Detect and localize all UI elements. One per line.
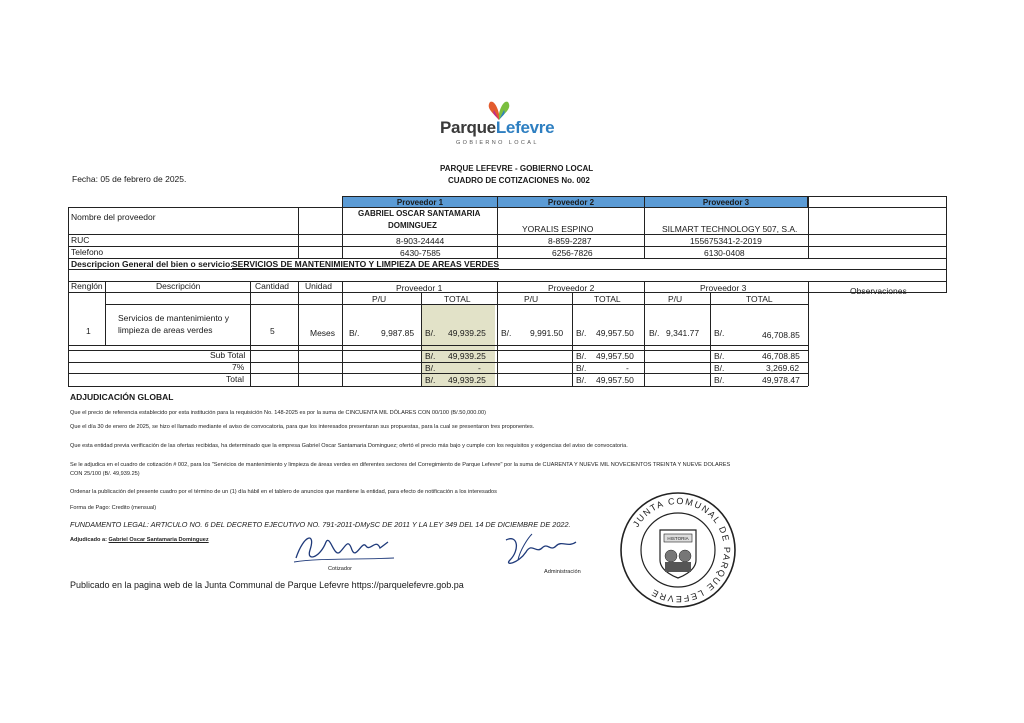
p1-pu-currency: B/. <box>349 328 360 338</box>
seal-inner-text: HISTORIA <box>667 536 689 541</box>
row-unidad: Meses <box>310 328 336 338</box>
row-cantidad: 5 <box>270 326 275 336</box>
p1-tax-currency: B/. <box>425 363 436 373</box>
p1-tax: - <box>478 363 481 373</box>
seal-ring-text: JUNTA COMUNAL DE PARQUE LEFEVRE <box>630 495 733 605</box>
total-label: Total <box>226 374 244 384</box>
adjudicacion-p2: Que el día 30 de enero de 2025, se hizo el llamado mediante el aviso de convocatoria, para que los interesados presentaran sus propuestas, para la cual se presentaron tres proponentes. <box>70 424 535 430</box>
p2-pu-header: P/U <box>524 294 539 304</box>
col-cantidad: Cantidad <box>255 281 290 291</box>
p3-subtotal: 46,708.85 <box>762 351 800 361</box>
col-proveedor-2: Proveedor 2 <box>548 283 595 293</box>
provider-1-name-line2: DOMINGUEZ <box>388 221 437 230</box>
p3-pu-currency: B/. <box>649 328 660 338</box>
p3-tax: 3,269.62 <box>766 363 800 373</box>
cotizador-label: Cotizador <box>328 566 352 572</box>
p2-subtotal: 49,957.50 <box>596 351 634 361</box>
p1-pu-value: 9,987.85 <box>381 328 415 338</box>
adjudicacion-p4-line1: Se le adjudica en el cuadro de cotización # 002, para los "Servicios de mantenimiento y limpieza de áreas verdes en diferentes sectores del Corregimiento de Parque Lefevre" por la suma de CUARENTA Y NUEVE MIL NOVECIENTOS TREINTA Y NUEVE DOLARES <box>70 462 731 468</box>
adjudicacion-p1: Que el precio de referencia establecido por esta institución para la requisición No. 148-2025 es por la suma de CINCUENTA MIL DÓLARES CON 00/100 (B/.50,000.00) <box>70 410 487 416</box>
p2-tax: - <box>626 363 629 373</box>
document-title: CUADRO DE COTIZACIONES No. 002 <box>448 176 590 185</box>
p1-total-currency-sum: B/. <box>425 375 436 385</box>
col-proveedor-1: Proveedor 1 <box>396 283 443 293</box>
col-descripcion: Descripción <box>156 281 201 291</box>
adjudicacion-p5: Ordenar la publicación del presente cuadro por el término de un (1) día hábil en el tablero de anuncios que mantiene la entidad, para efecto de notificación a los interesados <box>70 489 497 495</box>
provider-3-header: Proveedor 3 <box>644 196 808 208</box>
provider-1-telefono: 6430-7585 <box>400 248 441 258</box>
col-unidad: Unidad <box>305 281 332 291</box>
nombre-label: Nombre del proveedor <box>71 212 156 222</box>
administracion-label: Administración <box>544 569 581 575</box>
p3-sub-currency: B/. <box>714 351 725 361</box>
p1-total-value: 49,939.25 <box>448 328 486 338</box>
org-title: PARQUE LEFEVRE - GOBIERNO LOCAL <box>440 164 594 173</box>
adjudicado-a: Adjudicado a: Gabriel Oscar Santamaria Dominguez <box>70 537 209 543</box>
provider-1-name-line1: GABRIEL OSCAR SANTAMARIA <box>358 209 481 218</box>
logo-wordmark: ParqueLefevre <box>440 118 555 137</box>
p2-tax-currency: B/. <box>576 363 587 373</box>
col-renglon: Renglón <box>71 281 103 291</box>
provider-3-ruc: 155675341-2-2019 <box>690 236 762 246</box>
p2-total-currency: B/. <box>576 328 587 338</box>
p1-total-header: TOTAL <box>444 294 471 304</box>
publicado-text: Publicado en la pagina web de la Junta Communal de Parque Lefevre https://parquelefevre.gob.pa <box>70 580 464 590</box>
adjudicacion-p4-line2: CON 25/100 (B/. 49,939.25) <box>70 471 140 477</box>
provider-1-ruc: 8-903-24444 <box>396 236 445 246</box>
descripcion-general-value: SERVICIOS DE MANTENIMIENTO Y LIMPIEZA DE AREAS VERDES <box>232 259 500 269</box>
row-desc-line1: Servicios de mantenimiento y <box>118 313 230 323</box>
col-observaciones: Observaciones <box>850 286 907 296</box>
p3-pu-value: 9,341.77 <box>666 328 700 338</box>
p3-grand-total: 49,978.47 <box>762 375 800 385</box>
p2-pu-currency: B/. <box>501 328 512 338</box>
p1-sub-currency: B/. <box>425 351 436 361</box>
p2-total-currency-sum: B/. <box>576 375 587 385</box>
row-num: 1 <box>86 326 91 336</box>
adjudicacion-title: ADJUDICACIÓN GLOBAL <box>70 392 174 402</box>
p2-total-header: TOTAL <box>594 294 621 304</box>
junta-comunal-seal <box>618 490 738 610</box>
provider-2-telefono: 6256-7826 <box>552 248 593 258</box>
p2-grand-total: 49,957.50 <box>596 375 634 385</box>
telefono-label: Telefono <box>71 247 104 257</box>
row-desc-line2: limpieza de areas verdes <box>118 325 213 335</box>
p2-pu-value: 9,991.50 <box>530 328 564 338</box>
ruc-label: RUC <box>71 235 90 245</box>
provider-2-header: Proveedor 2 <box>497 196 645 208</box>
p3-total-value: 46,708.85 <box>762 330 800 340</box>
fundamento-legal: FUNDAMENTO LEGAL: ARTICULO NO. 6 DEL DECRETO EJECUTIVO NO. 791-2011-DMySC DE 2011 Y LA LEY 349 DEL 14 DE DICIEMBRE DE 2022. <box>70 520 571 529</box>
p2-sub-currency: B/. <box>576 351 587 361</box>
p3-total-currency: B/. <box>714 328 725 338</box>
fecha: Fecha: 05 de febrero de 2025. <box>72 174 187 184</box>
tax-label: 7% <box>232 362 245 372</box>
svg-text:JUNTA COMUNAL DE PARQUE LEFEVR <box>631 496 732 604</box>
p3-tax-currency: B/. <box>714 363 725 373</box>
adjudicacion-p3: Que esta entidad previa verificación de las ofertas recibidas, ha determinado que la empresa Gabriel Oscar Santamaria Dominguez; ofertó el precio más bajo y cumple con los requisitos y exigencias del aviso de convocatoria. <box>70 443 628 449</box>
forma-de-pago: Forma de Pago: Credito (mensual) <box>70 505 157 511</box>
administracion-signature <box>498 530 588 570</box>
descripcion-general-label: Descripcion General del bien o servicio: <box>71 259 234 269</box>
provider-2-name: YORALIS ESPINO <box>522 224 594 234</box>
p3-pu-header: P/U <box>668 294 683 304</box>
provider-2-ruc: 8-859-2287 <box>548 236 592 246</box>
provider-1-header: Proveedor 1 <box>342 196 498 208</box>
p1-total-currency: B/. <box>425 328 436 338</box>
p2-total-value: 49,957.50 <box>596 328 634 338</box>
p1-grand-total: 49,939.25 <box>448 375 486 385</box>
subtotal-label: Sub Total <box>210 350 246 360</box>
cotizador-signature <box>290 528 400 570</box>
col-proveedor-3: Proveedor 3 <box>700 283 747 293</box>
provider-3-telefono: 6130-0408 <box>704 248 745 258</box>
p3-total-currency-sum: B/. <box>714 375 725 385</box>
logo-subtitle: GOBIERNO LOCAL <box>456 140 539 146</box>
parque-lefevre-logo <box>438 100 578 152</box>
p1-pu-header: P/U <box>372 294 387 304</box>
p3-total-header: TOTAL <box>746 294 773 304</box>
provider-3-name: SILMART TECHNOLOGY 507, S.A. <box>662 224 798 234</box>
p1-subtotal: 49,939.25 <box>448 351 486 361</box>
